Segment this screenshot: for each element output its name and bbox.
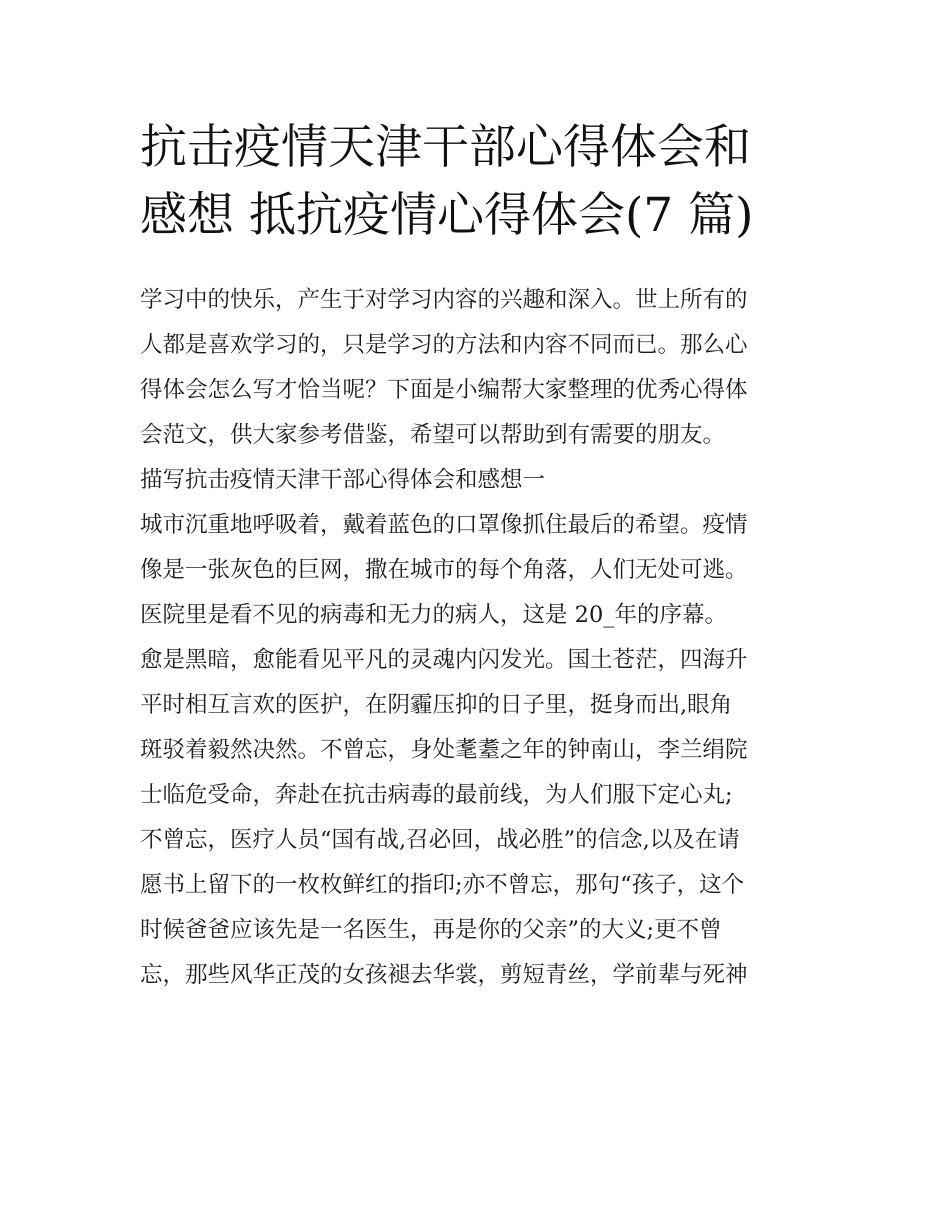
body-line-8: 不曾忘，医疗人员“国有战,召必回，战必胜”的信念,以及在请: [140, 827, 740, 853]
body-line-7: 士临危受命，奔赴在抗击病毒的最前线，为人们服下定心丸;: [140, 782, 733, 808]
section-heading: 描写抗击疫情天津干部心得体会和感想一: [140, 467, 546, 493]
document-title: [140, 114, 830, 250]
title-line-1: 抗击疫情天津干部心得体会和: [140, 120, 751, 175]
body-line-11: 忘，那些风华正茂的女孩褪去华裳，剪短青丝，学前辈与死神: [140, 962, 748, 988]
intro-line-4: 会范文，供大家参考借鉴，希望可以帮助到有需要的朋友。: [140, 422, 726, 448]
document-body: [140, 278, 830, 998]
body-line-10: 时候爸爸应该先是一名医生，再是你的父亲”的大义;更不曾: [140, 917, 722, 943]
body-line-3: 医院里是看不见的病毒和无力的病人，这是 20_年的序幕。: [140, 602, 728, 628]
body-line-1: 城市沉重地呼吸着，戴着蓝色的口罩像抓住最后的希望。疫情: [140, 512, 748, 538]
intro-line-3: 得体会怎么写才恰当呢？下面是小编帮大家整理的优秀心得体: [140, 377, 748, 403]
intro-line-1: 学习中的快乐，产生于对学习内容的兴趣和深入。世上所有的: [140, 287, 748, 313]
body-line-6: 斑驳着毅然决然。不曾忘，身处耄耋之年的钟南山，李兰绢院: [140, 737, 748, 763]
body-line-5: 平时相互言欢的医护，在阴霾压抑的日子里，挺身而出,眼角: [140, 692, 733, 718]
body-line-2: 像是一张灰色的巨网，撒在城市的每个角落，人们无处可逃。: [140, 557, 748, 583]
body-line-9: 愿书上留下的一枚枚鲜红的指印;亦不曾忘，那句“孩子，这个: [140, 872, 745, 898]
title-line-2: 感想 抵抗疫情心得体会(7 篇): [140, 188, 754, 243]
body-line-4: 愈是黑暗，愈能看见平凡的灵魂内闪发光。国土苍茫，四海升: [140, 647, 748, 673]
intro-line-2: 人都是喜欢学习的，只是学习的方法和内容不同而已。那么心: [140, 332, 748, 358]
